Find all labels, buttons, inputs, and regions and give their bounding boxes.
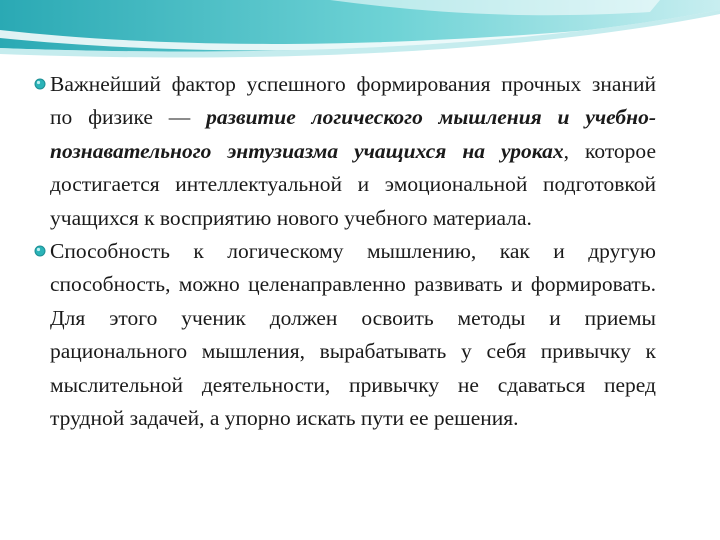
slide-content — [34, 68, 656, 435]
circle-bullet-icon — [34, 78, 46, 90]
bullet-2-text: Способность к логическому мышлению, как и другую способность, можно целенаправленно развивать и формировать. Для этого ученик должен освоить методы и приемы рационального мышления, вырабатывать у себя привычку к мыслительной деятельности, привычку не сдаваться перед трудной задачей, а упорно искать пути ее решения. — [50, 239, 656, 431]
bullet-1-emphasis: развитие логического мышления и учебно-познавательного энтузиазма учащихся на уроках — [50, 105, 656, 163]
bullet-1-outro: , которое достигается интеллектуальной и эмоциональной подготовкой учащихся к восприятию нового учебного материала. — [50, 138, 656, 230]
bullet-1-intro: Важнейший фактор успешного формирования прочных знаний по физике — — [50, 72, 656, 130]
circle-bullet-icon — [34, 245, 46, 257]
bullet-2 — [34, 235, 656, 435]
bullet-1 — [34, 68, 656, 235]
header-wave-decoration — [0, 0, 720, 70]
